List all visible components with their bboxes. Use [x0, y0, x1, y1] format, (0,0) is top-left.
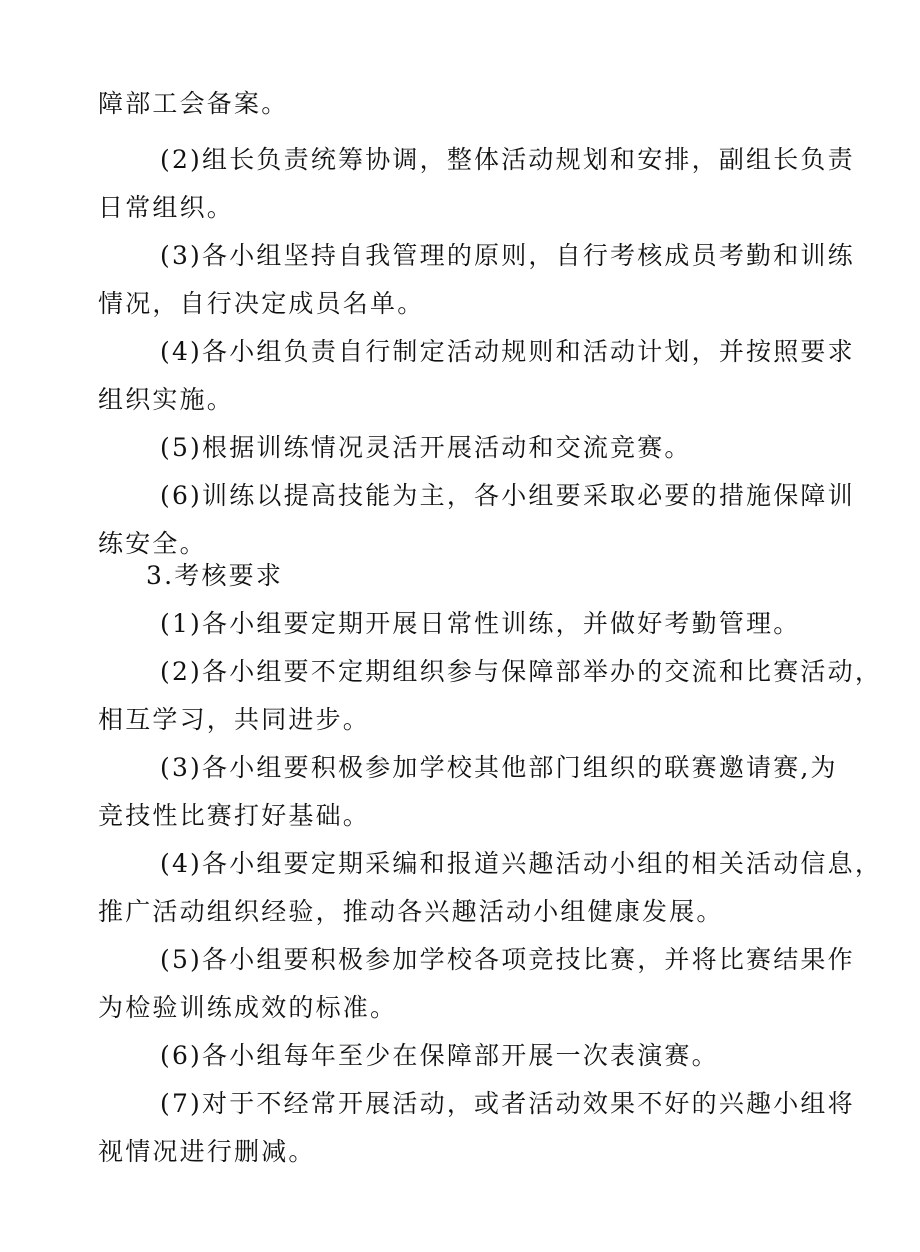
text-line: 练安全。	[98, 529, 207, 558]
text-line: (3)各小组要积极参加学校其他部门组织的联赛邀请赛,为	[160, 753, 838, 782]
text-line: (4)各小组负责自行制定活动规则和活动计划，并按照要求	[160, 337, 855, 366]
paragraph-assessment-2	[0, 648, 920, 744]
text-line: 为检验训练成效的标准。	[98, 993, 398, 1022]
text-line: 竞技性比赛打好基础。	[98, 801, 371, 830]
text-line: (7)对于不经常开展活动，或者活动效果不好的兴趣小组将	[160, 1089, 855, 1118]
text-line: (5)根据训练情况灵活开展活动和交流竞赛。	[160, 433, 692, 462]
text-line: (2)各小组要不定期组织参与保障部举办的交流和比赛活动，	[160, 657, 883, 686]
section-heading: 3.考核要求	[146, 561, 284, 590]
text-line: (6)训练以提高技能为主，各小组要采取必要的措施保障训	[160, 481, 855, 510]
paragraph-item-2	[0, 136, 920, 232]
text-line: (1)各小组要定期开展日常性训练，并做好考勤管理。	[160, 609, 801, 638]
text-line: 日常组织。	[98, 193, 235, 222]
paragraph-assessment-5	[0, 936, 920, 1032]
paragraph-assessment-1	[0, 600, 920, 648]
text-line: 推广活动组织经验，推动各兴趣活动小组健康发展。	[98, 897, 724, 926]
text-line: (4)各小组要定期采编和报道兴趣活动小组的相关活动信息，	[160, 849, 883, 878]
paragraph-assessment-3	[0, 744, 920, 840]
text-line: 相互学习，共同进步。	[98, 705, 371, 734]
text-line: 组织实施。	[98, 385, 235, 414]
text-line: (2)组长负责统筹协调，整体活动规划和安排，副组长负责	[160, 145, 855, 174]
paragraph-assessment-4	[0, 840, 920, 936]
paragraph-assessment-7	[0, 1080, 920, 1176]
paragraph-continuation	[0, 80, 920, 128]
text-line: (6)各小组每年至少在保障部开展一次表演赛。	[160, 1041, 719, 1070]
text-line: 情况，自行决定成员名单。	[98, 289, 425, 318]
paragraph-item-5	[0, 424, 920, 472]
paragraph-item-3	[0, 232, 920, 328]
text-line: (3)各小组坚持自我管理的原则，自行考核成员考勤和训练	[160, 241, 855, 270]
text-line: 障部工会备案。	[98, 89, 289, 118]
paragraph-item-4	[0, 328, 920, 424]
text-line: (5)各小组要积极参加学校各项竞技比赛，并将比赛结果作	[160, 945, 855, 974]
paragraph-assessment-6	[0, 1032, 920, 1080]
text-line: 视情况进行删减。	[98, 1137, 316, 1166]
section-heading-assessment	[0, 552, 920, 600]
